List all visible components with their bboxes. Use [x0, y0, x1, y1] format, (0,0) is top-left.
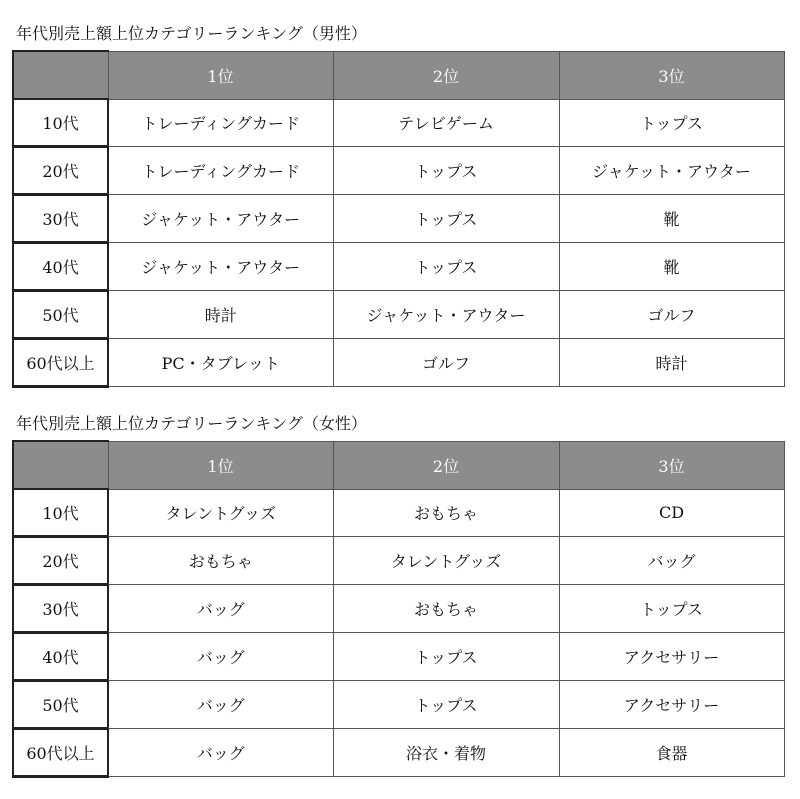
- rank-1-cell: バッグ: [108, 729, 333, 777]
- age-cell: 10代: [13, 99, 108, 147]
- table-row: [13, 99, 784, 147]
- rank-2-cell: おもちゃ: [333, 489, 559, 537]
- rank-2-cell: テレビゲーム: [333, 99, 559, 147]
- rank-2-cell: トップス: [333, 633, 559, 681]
- rank-3-cell: トップス: [559, 99, 784, 147]
- table-row: [13, 147, 784, 195]
- table-row: [13, 681, 784, 729]
- header-rank-1: 1位: [108, 51, 333, 99]
- age-cell: 40代: [13, 633, 108, 681]
- header-rank-2: 2位: [333, 51, 559, 99]
- rank-1-cell: PC・タブレット: [108, 339, 333, 387]
- header-rank-1: 1位: [108, 441, 333, 489]
- rank-2-cell: 浴衣・着物: [333, 729, 559, 777]
- rank-1-cell: タレントグッズ: [108, 489, 333, 537]
- table-row: [13, 729, 784, 777]
- rank-3-cell: ジャケット・アウター: [559, 147, 784, 195]
- rank-1-cell: 時計: [108, 291, 333, 339]
- header-corner-cell: [13, 441, 108, 489]
- rank-2-cell: ゴルフ: [333, 339, 559, 387]
- header-row: [13, 441, 784, 489]
- female-ranking-table: [12, 440, 785, 778]
- age-cell: 20代: [13, 537, 108, 585]
- rank-1-cell: バッグ: [108, 633, 333, 681]
- table-row: [13, 195, 784, 243]
- rank-3-cell: バッグ: [559, 537, 784, 585]
- rank-3-cell: アクセサリー: [559, 681, 784, 729]
- table-row: [13, 585, 784, 633]
- rank-3-cell: 靴: [559, 243, 784, 291]
- rank-1-cell: おもちゃ: [108, 537, 333, 585]
- male-ranking-title: 年代別売上額上位カテゴリーランキング（男性）: [16, 24, 367, 43]
- rank-2-cell: トップス: [333, 681, 559, 729]
- male-ranking-table: [12, 50, 785, 388]
- header-corner-cell: [13, 51, 108, 99]
- table-row: [13, 243, 784, 291]
- rank-1-cell: バッグ: [108, 585, 333, 633]
- rank-3-cell: 靴: [559, 195, 784, 243]
- rank-1-cell: トレーディングカード: [108, 147, 333, 195]
- age-cell: 50代: [13, 681, 108, 729]
- rank-3-cell: 時計: [559, 339, 784, 387]
- table-row: [13, 291, 784, 339]
- rank-2-cell: おもちゃ: [333, 585, 559, 633]
- table-row: [13, 339, 784, 387]
- rank-3-cell: ゴルフ: [559, 291, 784, 339]
- header-rank-3: 3位: [559, 441, 784, 489]
- rank-2-cell: ジャケット・アウター: [333, 291, 559, 339]
- rank-3-cell: トップス: [559, 585, 784, 633]
- age-cell: 30代: [13, 585, 108, 633]
- table-row: [13, 537, 784, 585]
- rank-1-cell: ジャケット・アウター: [108, 195, 333, 243]
- rank-1-cell: トレーディングカード: [108, 99, 333, 147]
- age-cell: 50代: [13, 291, 108, 339]
- rank-3-cell: CD: [559, 489, 784, 537]
- rank-1-cell: ジャケット・アウター: [108, 243, 333, 291]
- rank-2-cell: トップス: [333, 243, 559, 291]
- header-row: [13, 51, 784, 99]
- rank-3-cell: アクセサリー: [559, 633, 784, 681]
- header-rank-3: 3位: [559, 51, 784, 99]
- rank-1-cell: バッグ: [108, 681, 333, 729]
- header-rank-2: 2位: [333, 441, 559, 489]
- rank-2-cell: タレントグッズ: [333, 537, 559, 585]
- age-cell: 60代以上: [13, 729, 108, 777]
- age-cell: 60代以上: [13, 339, 108, 387]
- age-cell: 40代: [13, 243, 108, 291]
- table-row: [13, 489, 784, 537]
- table-row: [13, 633, 784, 681]
- age-cell: 10代: [13, 489, 108, 537]
- rank-2-cell: トップス: [333, 195, 559, 243]
- rank-3-cell: 食器: [559, 729, 784, 777]
- age-cell: 30代: [13, 195, 108, 243]
- female-ranking-title: 年代別売上額上位カテゴリーランキング（女性）: [16, 414, 367, 433]
- rank-2-cell: トップス: [333, 147, 559, 195]
- age-cell: 20代: [13, 147, 108, 195]
